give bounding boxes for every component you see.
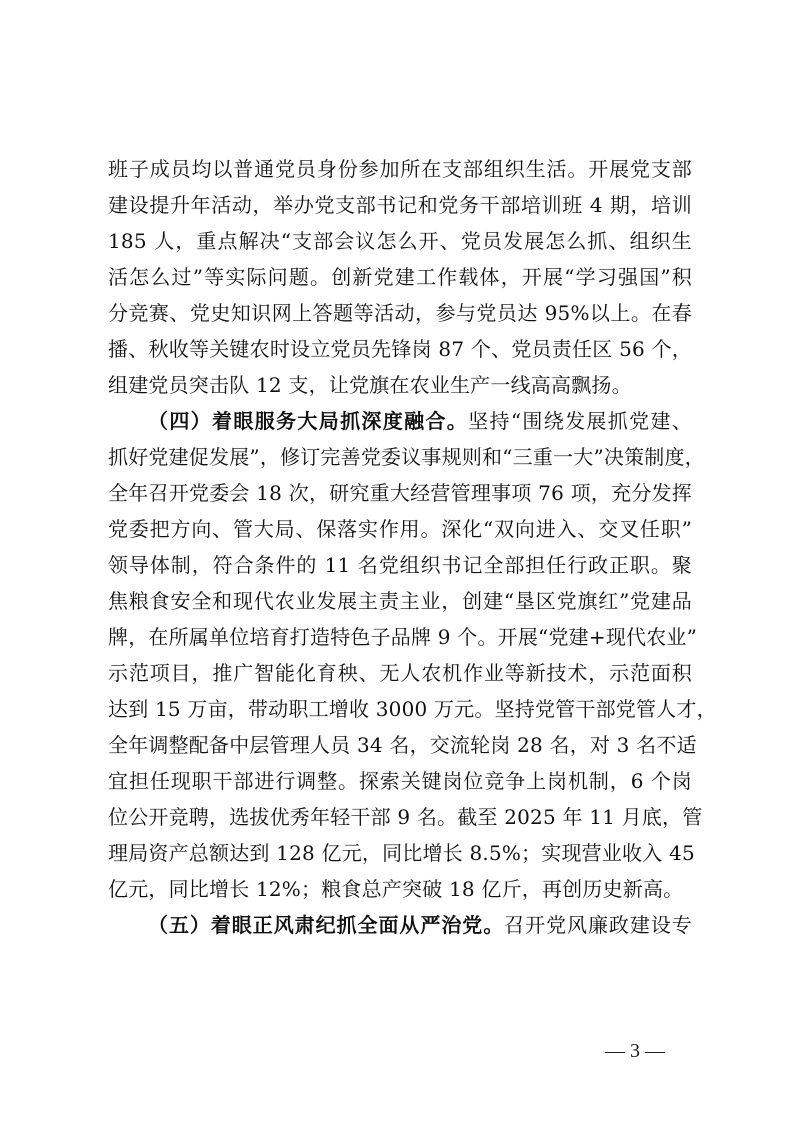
- section-five-heading: （五）着眼正风肃纪抓全面从严治党。: [148, 913, 505, 937]
- body-line: 播、秋收等关键农时设立党员先锋岗 87 个、党员责任区 56 个，: [108, 337, 692, 361]
- body-line: 领导体制，符合条件的 11 名党组织书记全部担任行政正职。聚: [108, 553, 692, 577]
- body-line: 理局资产总额达到 128 亿元，同比增长 8.5%；实现营业收入 45: [108, 841, 695, 865]
- section-five-lead-text: 召开党风廉政建设专: [504, 913, 692, 937]
- body-line: 亿元，同比增长 12%；粮食总产突破 18 亿斤，再创历史新高。: [108, 877, 684, 901]
- body-line: 组建党员突击队 12 支，让党旗在农业生产一线高高飘扬。: [108, 373, 632, 397]
- body-line: 班子成员均以普通党员身份参加所在支部组织生活。开展党支部: [108, 157, 692, 181]
- section-five-first-line: [148, 907, 692, 943]
- body-line: 宜担任现职干部进行调整。探索关键岗位竞争上岗机制，6 个岗: [108, 769, 692, 793]
- body-line: 达到 15 万亩，带动职工增收 3000 万元。坚持党管干部党管人才，: [108, 697, 717, 721]
- body-line: 建设提升年活动，举办党支部书记和党务干部培训班 4 期，培训: [108, 193, 692, 217]
- body-line: 全年调整配备中层管理人员 34 名，交流轮岗 28 名，对 3 名不适: [108, 733, 697, 757]
- body-line: 185 人，重点解决“支部会议怎么开、党员发展怎么抓、组织生: [108, 229, 692, 253]
- body-line: 活怎么过”等实际问题。创新党建工作载体，开展“学习强国”积: [108, 265, 692, 289]
- section-four-first-line: [148, 403, 692, 439]
- body-line: 牌，在所属单位培育打造特色子品牌 9 个。开展“党建+现代农业”: [108, 625, 698, 649]
- body-line: 党委把方向、管大局、保落实作用。深化“双向进入、交叉任职”: [108, 517, 692, 541]
- body-line: 焦粮食安全和现代农业发展主责主业，创建“垦区党旗红”党建品: [108, 589, 692, 613]
- section-four-heading: （四）着眼服务大局抓深度融合。: [148, 409, 469, 433]
- page-number: — 3 —: [605, 1040, 665, 1062]
- body-line: 示范项目，推广智能化育秧、无人农机作业等新技术，示范面积: [108, 661, 692, 685]
- body-line: 位公开竞聘，选拔优秀年轻干部 9 名。截至 2025 年 11 月底，管: [108, 805, 703, 829]
- body-line: 分竞赛、党史知识网上答题等活动，参与党员达 95%以上。在春: [108, 301, 692, 325]
- section-four-lead-text: 坚持“围绕发展抓党建、: [468, 409, 692, 433]
- body-line: 全年召开党委会 18 次，研究重大经营管理事项 76 项，充分发挥: [108, 481, 692, 505]
- body-line: 抓好党建促发展”，修订完善党委议事规则和“三重一大”决策制度，: [108, 445, 705, 469]
